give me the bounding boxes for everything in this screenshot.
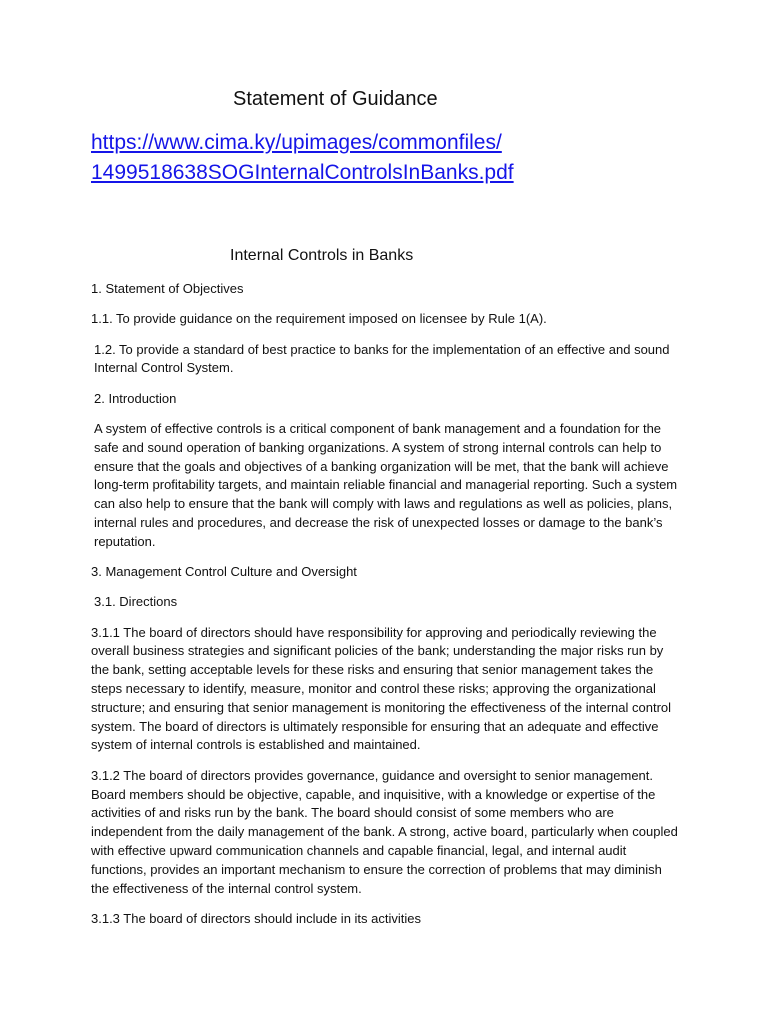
- paragraph-1-1: 1.1. To provide guidance on the requirement imposed on licensee by Rule 1(A).: [91, 311, 547, 327]
- document-title: Statement of Guidance: [233, 88, 438, 110]
- section-heading-directions: 3.1. Directions: [94, 594, 178, 610]
- paragraph-1-2: 1.2. To provide a standard of best practice to banks for the implementation of an effective and sound Internal Control System.: [94, 341, 670, 376]
- section-heading-introduction: 2. Introduction: [94, 390, 177, 406]
- source-link-line-2[interactable]: 1499518638SOGInternalControlsInBanks.pdf: [91, 161, 514, 184]
- source-link[interactable]: [91, 128, 691, 188]
- paragraph-3-1-1: 3.1.1 The board of directors should have responsibility for approving and periodically reviewing the overall business strategies and significant policies of the bank; understanding the major risks run by the bank, setting acceptable levels for these risks and ensuring that senior management takes the steps necessary to identify, measure, monitor and control these risks; approving the organizational structure; and ensuring that senior management is monitoring the effectiveness of the internal control system. The board of directors is ultimately responsible for ensuring that an adequate and effective system of internal controls is established and maintained.: [91, 624, 672, 753]
- source-link-line-1[interactable]: https://www.cima.ky/upimages/commonfiles/: [91, 131, 502, 154]
- document-subtitle: Internal Controls in Banks: [230, 247, 414, 264]
- document-body: [91, 280, 681, 940]
- paragraph-3-1-2: 3.1.2 The board of directors provides governance, guidance and oversight to senior management. Board members should be objective, capable, and inquisitive, with a knowledge or expertise of the activities of and risks run by the bank. The board should consist of some members who are independent from the daily management of the bank. A strong, active board, particularly when coupled with effective upward communication channels and capable financial, legal, and internal audit functions, provides an important mechanism to ensure the correction of problems that may diminish the effectiveness of the internal control system.: [91, 767, 678, 896]
- section-heading-objectives: 1. Statement of Objectives: [91, 281, 244, 296]
- section-heading-management-control: 3. Management Control Culture and Oversight: [91, 564, 357, 580]
- paragraph-3-1-3: 3.1.3 The board of directors should include in its activities: [91, 910, 421, 926]
- paragraph-introduction: A system of effective controls is a critical component of bank management and a foundation for the safe and sound operation of banking organizations. A system of strong internal controls can help to ensure that the goals and objectives of a banking organization will be met, that the bank will achieve long-term profitability targets, and maintain reliable financial and managerial reporting. Such a system can also help to ensure that the bank will comply with laws and regulations as well as policies, plans, internal rules and procedures, and decrease the risk of unexpected losses or damage to the bank’s reputation.: [94, 420, 678, 549]
